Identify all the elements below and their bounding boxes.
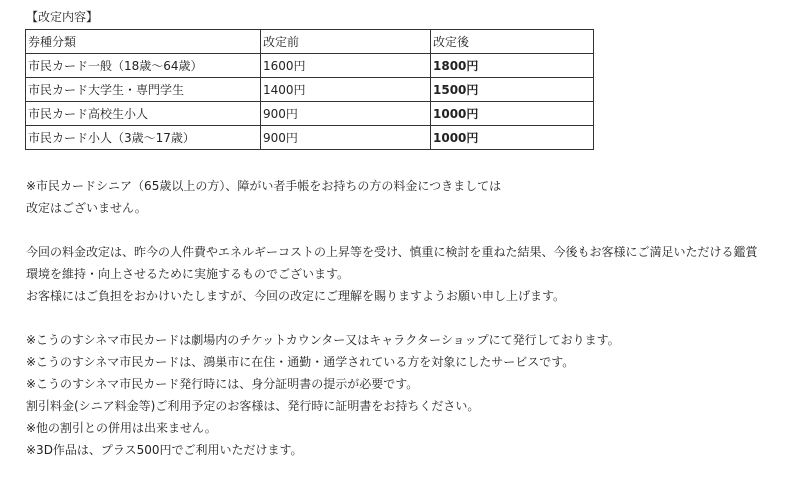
row-price-before: 1600円 (261, 54, 431, 78)
header-category: 券種分類 (26, 30, 261, 54)
note-line: ※こうのすシネマ市民カードは、鴻巣市に在住・通勤・通学されている方を対象にしたサービスです。 (26, 355, 575, 369)
table-row (26, 102, 594, 126)
header-after: 改定後 (431, 30, 594, 54)
row-category: 市民カード高校生小人 (26, 102, 261, 126)
card-notes (26, 329, 781, 461)
row-category: 市民カード大学生・専門学生 (26, 78, 261, 102)
note-line: 割引料金(シニア料金等)ご利用予定のお客様は、発行時に証明書をお持ちください。 (26, 399, 480, 413)
note-line: ※他の割引との併用は出来ません。 (26, 421, 217, 435)
table-row (26, 78, 594, 102)
table-row (26, 126, 594, 150)
row-price-before: 900円 (261, 102, 431, 126)
revision-reason (26, 241, 781, 307)
row-price-after: 1000円 (431, 102, 594, 126)
header-before: 改定前 (261, 30, 431, 54)
senior-note (26, 175, 781, 219)
table-header-row (26, 30, 594, 54)
price-table (25, 29, 594, 150)
row-price-before: 900円 (261, 126, 431, 150)
note-line: お客様にはご負担をおかけいたしますが、今回の改定にご理解を賜りますようお願い申し上げます。 (26, 289, 566, 303)
row-price-before: 1400円 (261, 78, 431, 102)
note-line: ※3D作品は、プラス500円でご利用いただけます。 (26, 443, 303, 457)
note-line: ※こうのすシネマ市民カードは劇場内のチケットカウンター又はキャラクターショップにて発行しております。 (26, 333, 620, 347)
table-row (26, 54, 594, 78)
note-line: 環境を維持・向上させるために実施するものでございます。 (26, 267, 350, 281)
note-line: ※こうのすシネマ市民カード発行時には、身分証明書の提示が必要です。 (26, 377, 419, 391)
note-line: 今回の料金改定は、昨今の人件費やエネルギーコストの上昇等を受け、慎重に検討を重ねた結果、今後もお客様にご満足いただける鑑賞 (26, 245, 758, 259)
note-line: ※市民カードシニア（65歳以上の方）、障がい者手帳をお持ちの方の料金につきましては (26, 179, 502, 193)
row-category: 市民カード小人（3歳～17歳） (26, 126, 261, 150)
note-line: 改定はございません。 (26, 201, 147, 215)
row-price-after: 1800円 (431, 54, 594, 78)
notes (26, 175, 781, 483)
row-price-after: 1000円 (431, 126, 594, 150)
row-category: 市民カード一般（18歳～64歳） (26, 54, 261, 78)
section-title: 【改定内容】 (26, 10, 99, 24)
row-price-after: 1500円 (431, 78, 594, 102)
